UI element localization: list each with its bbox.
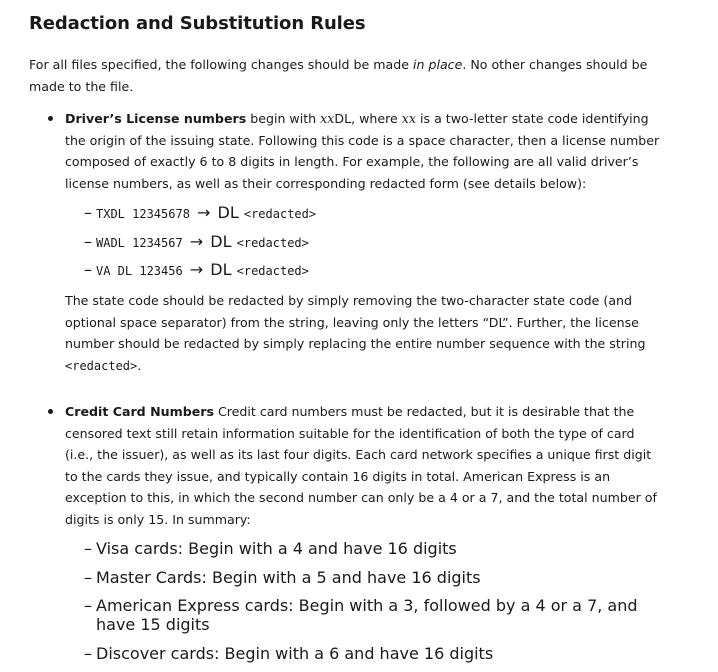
card-type-item bbox=[65, 644, 665, 663]
dash-icon: – bbox=[84, 231, 92, 251]
example-input: VA DL 123456 bbox=[96, 264, 183, 278]
rule-drivers-license bbox=[29, 108, 665, 377]
card-type-text: Visa cards: Begin with a 4 and have 16 digits bbox=[96, 539, 457, 558]
xx-variable: xx bbox=[320, 111, 335, 126]
dl-examples-list bbox=[65, 203, 665, 279]
example-input: TXDL 12345678 bbox=[96, 207, 190, 221]
dl-text-2: , where bbox=[351, 111, 402, 126]
example-result-dl: DL bbox=[210, 231, 232, 251]
card-types-list bbox=[65, 539, 665, 663]
dash-icon: – bbox=[84, 643, 92, 663]
dl-text-1: begin with bbox=[246, 111, 321, 126]
example-result-dl: DL bbox=[217, 203, 239, 222]
dl-text-3: is a two-letter state code identifying the origin of the issuing state. Following this code is a space character, then a license number composed of exactly 6 to 8 digits in length. For example, the following are all valid driver’s license numbers, as well as their corresponding redacted form (see details below): bbox=[65, 111, 660, 191]
dl-example-item bbox=[65, 232, 665, 251]
example-result-dl: DL bbox=[210, 260, 232, 279]
redacted-tag: <redacted> bbox=[65, 358, 138, 373]
dash-icon: – bbox=[84, 567, 92, 587]
dash-icon: – bbox=[84, 596, 92, 615]
dl-example-item bbox=[65, 203, 665, 222]
credit-card-heading: Credit Card Numbers bbox=[65, 404, 214, 419]
dash-icon: – bbox=[84, 260, 92, 279]
bullet-icon bbox=[48, 409, 53, 414]
intro-text-end: . No other changes should be made to the file. bbox=[29, 57, 648, 94]
dash-icon: – bbox=[84, 203, 92, 222]
document-page bbox=[29, 12, 665, 672]
card-type-text: Master Cards: Begin with a 5 and have 16 digits bbox=[96, 567, 481, 587]
drivers-license-description bbox=[65, 108, 665, 194]
bullet-icon bbox=[48, 116, 53, 121]
dash-icon: – bbox=[84, 539, 92, 558]
example-result-tag: <redacted> bbox=[236, 235, 309, 250]
credit-card-description bbox=[65, 401, 665, 530]
arrow-icon: → bbox=[189, 260, 204, 279]
rules-list bbox=[29, 108, 665, 663]
arrow-icon: → bbox=[197, 203, 211, 222]
card-type-item bbox=[65, 568, 665, 587]
example-result-tag: <redacted> bbox=[236, 264, 309, 278]
cc-text: Credit card numbers must be redacted, but it is desirable that the censored text still retain information suitable for the identification of both the type of card (i.e., the issuer), as well as its last four digits. Each card network specifies a unique first digit to the cards they issue, and typically contain 16 digits in total. American Express is an exception to this, in which the second number can only be a 4 or a 7, and the total number of digits is only 15. In summary: bbox=[65, 404, 657, 527]
rule-credit-cards bbox=[29, 401, 665, 663]
dl-after-text: The state code should be redacted by simply removing the two-character state code (and optional space separator) from the string, leaving only the letters “DL”. Further, the license number should be redacted by simply replacing the entire number sequence with the string bbox=[65, 293, 646, 351]
intro-text: For all files specified, the following changes should be made bbox=[29, 57, 413, 72]
card-type-text: Discover cards: Begin with a 6 and have 16 digits bbox=[96, 643, 494, 663]
example-input: WADL 1234567 bbox=[96, 235, 183, 250]
card-type-text: American Express cards: Begin with a 3, followed by a 4 or a 7, and have 15 digits bbox=[96, 596, 638, 634]
arrow-icon: → bbox=[189, 231, 204, 251]
example-result-tag: <redacted> bbox=[243, 207, 317, 221]
xx-variable: xx bbox=[401, 111, 417, 126]
card-type-item bbox=[65, 596, 665, 634]
section-title: Redaction and Substitution Rules bbox=[29, 13, 366, 34]
intro-emphasis: in place bbox=[412, 57, 463, 72]
intro-paragraph bbox=[29, 54, 665, 97]
dl-literal: DL bbox=[334, 111, 352, 126]
drivers-license-heading: Driver’s License numbers bbox=[65, 111, 247, 126]
dl-example-item bbox=[65, 260, 665, 279]
card-type-item bbox=[65, 539, 665, 558]
dl-after-end: . bbox=[137, 357, 142, 373]
drivers-license-redaction-rule bbox=[65, 290, 665, 377]
